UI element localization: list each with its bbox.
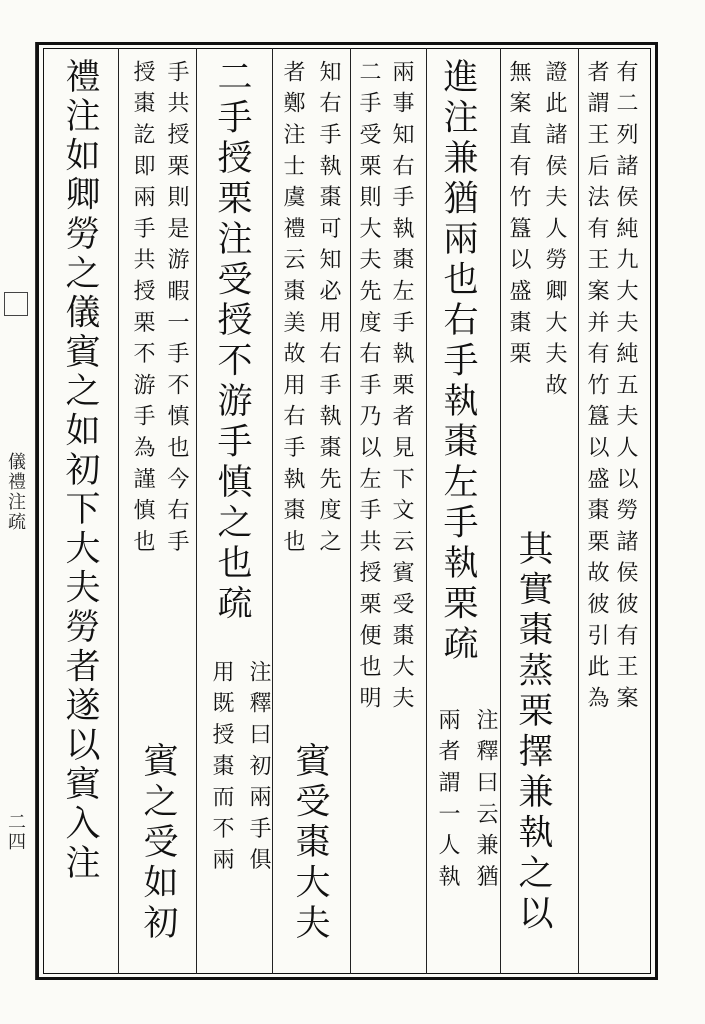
text-column: 用既授棗而不兩 bbox=[209, 660, 234, 880]
text-column: 授棗訖即兩手共授栗不游手為謹慎也 bbox=[130, 60, 155, 561]
text-column: 證此諸侯夫人勞卿大夫故 bbox=[542, 60, 567, 405]
column-rule bbox=[272, 48, 273, 974]
column-rule bbox=[196, 48, 197, 974]
column-rule bbox=[426, 48, 427, 974]
text-column: 者鄭注士虞禮云棗美故用右手執棗也 bbox=[280, 60, 305, 561]
text-column: 賓之受如初 bbox=[138, 742, 178, 945]
text-column: 手共授栗則是游暇一手不慎也今右手 bbox=[164, 60, 189, 561]
text-column: 兩事知右手執棗左手執栗者見下文云賓受棗大夫 bbox=[389, 60, 414, 718]
text-column: 其實棗蒸栗擇兼執之以 bbox=[513, 530, 553, 935]
text-column: 進注兼猶兩也右手執棗左手執栗疏 bbox=[438, 58, 478, 666]
text-column: 注釋曰云兼猶 bbox=[473, 708, 498, 896]
text-column: 二手授栗注受授不游手慎之也疏 bbox=[212, 58, 252, 625]
text-column: 禮注如卿勞之儀賓之如初下大夫勞者遂以賓入注 bbox=[60, 58, 100, 884]
text-column: 賓受棗大夫 bbox=[290, 742, 330, 945]
text-column: 注釋曰初兩手俱 bbox=[246, 660, 271, 880]
book-title: 儀禮注疏 bbox=[5, 452, 26, 532]
text-column: 有二列諸侯純九大夫純五夫人以勞諸侯彼有王案 bbox=[613, 60, 638, 718]
column-rule bbox=[500, 48, 501, 974]
page-gutter bbox=[0, 42, 36, 980]
text-column: 無案直有竹簋以盛棗栗 bbox=[506, 60, 531, 373]
column-rule bbox=[118, 48, 119, 974]
column-rule bbox=[578, 48, 579, 974]
text-column: 知右手執棗可知必用右手執棗先度之 bbox=[316, 60, 341, 561]
fishtail-mark bbox=[4, 292, 28, 316]
text-column: 二手受栗則大夫先度右手乃以左手共授栗便也明 bbox=[356, 60, 381, 718]
column-rule bbox=[350, 48, 351, 974]
text-column: 兩者謂一人執 bbox=[435, 708, 460, 896]
text-column: 者謂王后法有王案并有竹簋以盛棗栗故彼引此為 bbox=[584, 60, 609, 718]
page-number: 二四 bbox=[5, 812, 26, 852]
